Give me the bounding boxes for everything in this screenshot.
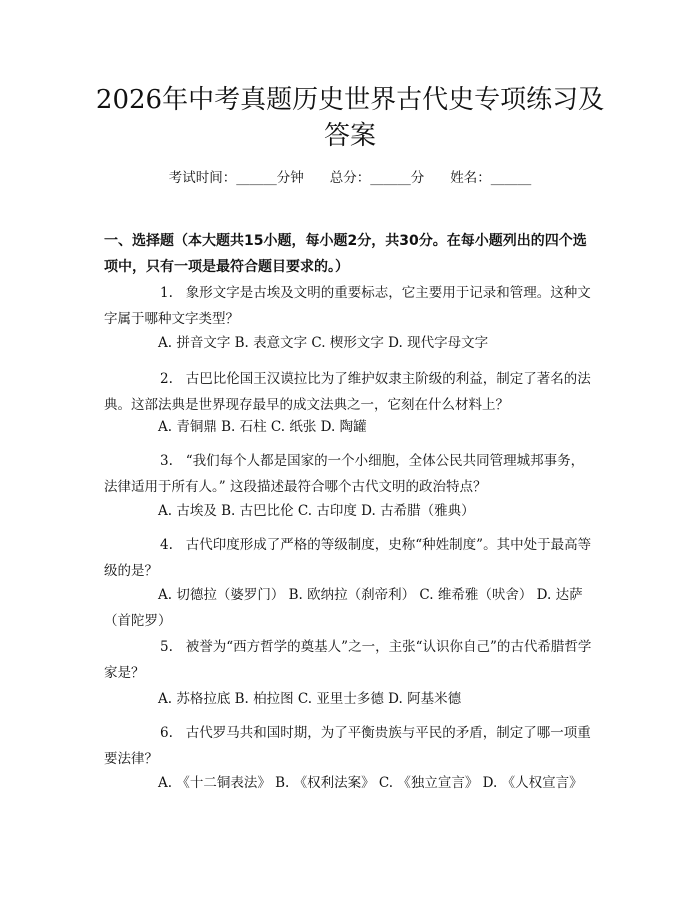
question-number: 1. — [160, 285, 173, 301]
question-1-options: A. 拼音文字 B. 表意文字 C. 楔形文字 D. 现代字母文字 — [158, 335, 489, 351]
question-number: 5. — [160, 639, 173, 655]
question-5-options: A. 苏格拉底 B. 柏拉图 C. 亚里士多德 D. 阿基米德 — [158, 691, 462, 707]
question-stem: “我们每个人都是国家的一个小细胞，全体公民共同管理城邦事务，法律适用于所有人。” 这段描述最符合哪个古代文明的政治特点？ — [104, 453, 585, 495]
question-stem: 古代印度形成了严格的等级制度，史称“种姓制度”。其中处于最高等级的是？ — [104, 537, 592, 579]
question-5 — [104, 634, 596, 686]
question-6 — [104, 720, 596, 772]
question-3-options: A. 古埃及 B. 古巴比伦 C. 古印度 D. 古希腊（雅典） — [158, 503, 475, 519]
question-number: 6. — [160, 725, 173, 741]
question-2 — [104, 366, 596, 418]
exam-info-line — [0, 168, 700, 188]
question-6-options: A. 《十二铜表法》 B. 《权利法案》 C. 《独立宣言》 D. 《人权宣言》 — [158, 775, 583, 791]
document-title: 2026年中考真题历史世界古代史专项练习及答案 — [95, 85, 605, 151]
question-number: 2. — [160, 371, 173, 387]
question-stem: 象形文字是古埃及文明的重要标志，它主要用于记录和管理。这种文字属于哪种文字类型？ — [104, 285, 591, 327]
question-stem: 古代罗马共和国时期，为了平衡贵族与平民的矛盾，制定了哪一项重要法律？ — [104, 725, 591, 767]
total-score-field: 总分：______分 — [329, 170, 425, 186]
question-2-options: A. 青铜鼎 B. 石柱 C. 纸张 D. 陶罐 — [158, 419, 367, 435]
section-heading: 一、选择题（本大题共15小题，每小题2分，共30分。在每小题列出的四个选项中，只有一项是最符合题目要求的。） — [104, 233, 587, 275]
question-number: 3. — [160, 453, 173, 469]
question-stem: 被誉为“西方哲学的奠基人”之一，主张“认识你自己”的古代希腊哲学家是？ — [104, 639, 592, 681]
student-name-field: 姓名：______ — [450, 170, 532, 186]
question-3 — [104, 448, 596, 500]
question-1 — [104, 280, 596, 332]
question-stem: 古巴比伦国王汉谟拉比为了维护奴隶主阶级的利益，制定了著名的法典。这部法典是世界现存最早的成文法典之一，它刻在什么材料上？ — [104, 371, 591, 413]
exam-time-field: 考试时间：______分钟 — [168, 170, 304, 186]
question-number: 4. — [160, 537, 173, 553]
question-4 — [104, 532, 596, 584]
question-4-options: A. 切德拉（婆罗门） B. 欧纳拉（刹帝利） C. 维希雅（吠舍） D. 达萨（首陀罗） — [104, 587, 583, 629]
